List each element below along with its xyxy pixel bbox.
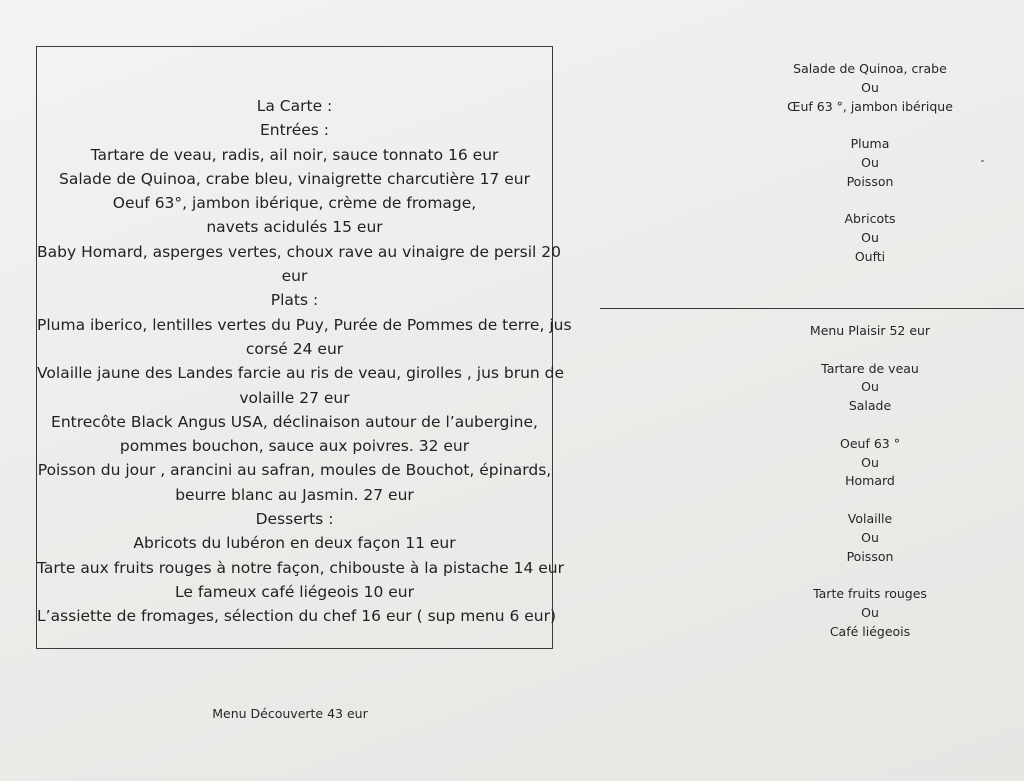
dish-baby-homard: Baby Homard, asperges vertes, choux rave au vinaigre de persil 20 bbox=[37, 242, 561, 261]
menu-plaisir-line: Volaille bbox=[847, 510, 893, 526]
menu-top-spacer bbox=[720, 116, 1020, 135]
section-heading-entrees: Entrées : bbox=[259, 121, 330, 140]
dish-poisson-du-jour: Poisson du jour , arancini au safran, moules de Bouchot, épinards, bbox=[37, 461, 552, 480]
menu-plaisir-line: Ou bbox=[861, 529, 879, 545]
carte-heading: La Carte : bbox=[256, 97, 333, 115]
menu-plaisir-spacer bbox=[720, 566, 1020, 585]
menu-top-spacer bbox=[720, 192, 1020, 211]
dish-pluma-iberico-cont: corsé 24 eur bbox=[245, 339, 344, 358]
menu-plaisir-line: Ou bbox=[861, 379, 879, 395]
dish-pluma-iberico: Pluma iberico, lentilles vertes du Puy, Purée de Pommes de terre, jus bbox=[37, 315, 572, 334]
dish-entrecote: Entrecôte Black Angus USA, déclinaison autour de l’aubergine, bbox=[51, 412, 538, 431]
menu-top-line: Salade de Quinoa, crabe bbox=[793, 61, 947, 76]
menu-plaisir-line: Ou bbox=[861, 604, 879, 620]
menu-plaisir-line: Café liégeois bbox=[829, 623, 911, 639]
menu-plaisir-line: Oeuf 63 ° bbox=[840, 435, 900, 451]
menu-plaisir-line: Ou bbox=[861, 454, 879, 470]
menu-top-line: Poisson bbox=[846, 173, 894, 189]
dish-volaille-cont: volaille 27 eur bbox=[239, 388, 350, 407]
menu-plaisir bbox=[720, 322, 1020, 642]
dessert-tarte-fruits-rouges: Tarte aux fruits rouges à notre façon, chibouste à la pistache 14 eur bbox=[37, 558, 564, 577]
section-divider bbox=[600, 308, 1024, 309]
dish-oeuf-63: Oeuf 63°, jambon ibérique, crème de fromage, bbox=[112, 194, 477, 213]
menu-plaisir-line: Homard bbox=[845, 473, 895, 489]
dish-baby-homard-cont: eur bbox=[281, 267, 308, 286]
dish-tartare: Tartare de veau, radis, ail noir, sauce tonnato 16 eur bbox=[90, 145, 499, 164]
menu-plaisir-line: Tartare de veau bbox=[821, 360, 919, 376]
menu-plaisir-line: Tarte fruits rouges bbox=[813, 586, 927, 602]
menu-top-line: Pluma bbox=[850, 136, 890, 152]
menu-top-line: Œuf 63 °, jambon ibérique bbox=[787, 98, 953, 114]
dish-salade-quinoa: Salade de Quinoa, crabe bleu, vinaigrette charcutière 17 eur bbox=[59, 169, 530, 188]
menu-plaisir-spacer bbox=[720, 341, 1020, 360]
dish-volaille: Volaille jaune des Landes farcie au ris de veau, girolles , jus brun de bbox=[37, 364, 565, 383]
section-heading-plats: Plats : bbox=[270, 291, 319, 310]
menu-top-line: Abricots bbox=[844, 211, 896, 227]
dish-entrecote-cont: pommes bouchon, sauce aux poivres. 32 eur bbox=[119, 437, 470, 456]
la-carte-text bbox=[37, 94, 572, 629]
menu-plaisir-title: Menu Plaisir 52 eur bbox=[809, 323, 931, 338]
menu-decouverte-title: Menu Découverte 43 eur bbox=[212, 706, 368, 721]
menu-top-line: Ou bbox=[861, 79, 879, 95]
dish-poisson-du-jour-cont: beurre blanc au Jasmin. 27 eur bbox=[175, 485, 414, 504]
menu-plaisir-line: Poisson bbox=[846, 548, 894, 564]
menu-top-line: Oufti bbox=[854, 248, 886, 264]
paper-speck bbox=[981, 160, 984, 162]
section-heading-desserts: Desserts : bbox=[255, 510, 334, 529]
menu-plaisir-spacer bbox=[720, 491, 1020, 510]
la-carte-frame bbox=[36, 46, 572, 649]
dish-oeuf-63-cont: navets acidulés 15 eur bbox=[206, 218, 383, 237]
menu-top-line: Ou bbox=[861, 230, 879, 246]
menu-plaisir-line: Salade bbox=[848, 398, 892, 414]
menu-top-fragment bbox=[720, 60, 1020, 267]
menu-top-line: Ou bbox=[861, 154, 879, 170]
menu-plaisir-spacer bbox=[720, 416, 1020, 435]
dessert-abricots: Abricots du lubéron en deux façon 11 eur bbox=[133, 534, 456, 553]
dessert-cafe-liegeois: Le fameux café liégeois 10 eur bbox=[175, 582, 414, 601]
dessert-assiette-fromages: L’assiette de fromages, sélection du chef 16 eur ( sup menu 6 eur) bbox=[37, 607, 557, 626]
